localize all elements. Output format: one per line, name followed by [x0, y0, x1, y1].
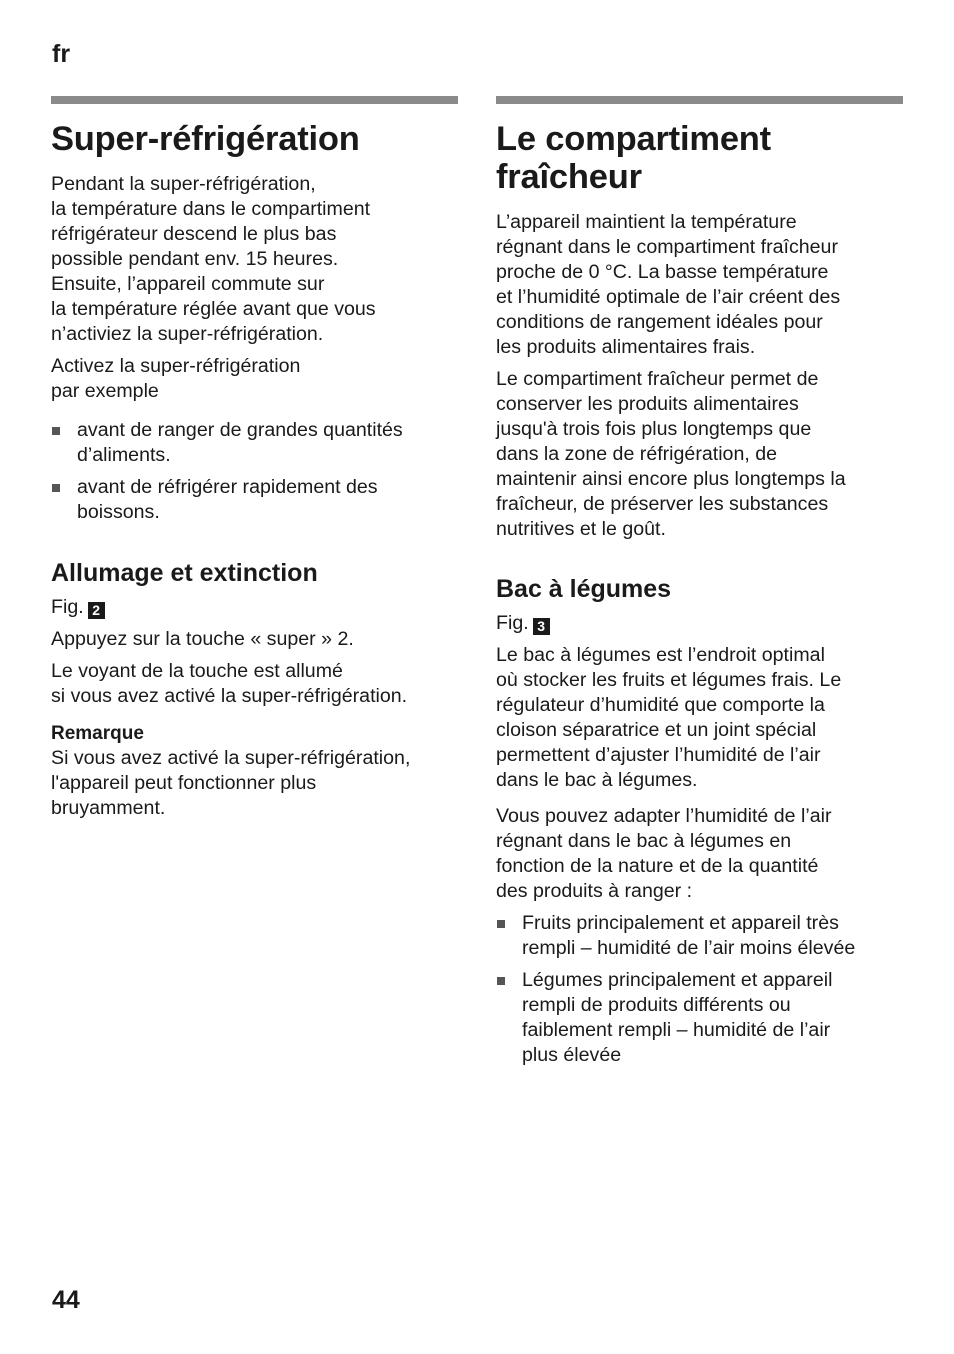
figure-number-badge: 3: [533, 618, 550, 635]
list-item: [51, 418, 458, 468]
figure-reference: [51, 595, 458, 620]
figure-label: Fig.: [496, 612, 529, 634]
subsection-title-bac-a-legumes: Bac à légumes: [496, 575, 672, 603]
paragraph: Pendant la super-réfrigération, la température dans le compartiment réfrigérateur descend le plus bas possible pendant env. 15 heures. Ensuite, l’appareil commute sur la température réglée avant que vous n’activiez la super-réfrigération.: [51, 173, 376, 345]
paragraph: Vous pouvez adapter l’humidité de l’air régnant dans le bac à légumes en fonction de la nature et de la quantité des produits à ranger :: [496, 805, 832, 902]
paragraph: Le voyant de la touche est allumé si vous avez activé la super-réfrigération.: [51, 660, 408, 707]
section-rule: [496, 96, 903, 104]
list-item: [496, 968, 903, 1068]
figure-number-badge: 2: [88, 602, 105, 619]
figure-label: Fig.: [51, 596, 84, 618]
bullet-square-icon: [497, 920, 505, 928]
right-column: [496, 96, 903, 1075]
bullet-square-icon: [52, 427, 60, 435]
list-item-text: avant de ranger de grandes quantités d’aliments.: [77, 419, 403, 466]
paragraph: Appuyez sur la touche « super » 2.: [51, 628, 354, 650]
list-item: [496, 911, 903, 961]
paragraph: Activez la super-réfrigération par exemple: [51, 355, 301, 402]
bullet-list: [496, 911, 903, 1068]
page-number: 44: [52, 1286, 80, 1314]
bullet-square-icon: [52, 484, 60, 492]
note-title: Remarque: [51, 723, 144, 744]
bullet-square-icon: [497, 977, 505, 985]
list-item: [51, 475, 458, 525]
list-item-text: Légumes principalement et appareil rempli de produits différents ou faiblement rempli – humidité de l’air plus élevée: [522, 969, 833, 1066]
note-text: Si vous avez activé la super-réfrigération, l'appareil peut fonctionner plus bruyamment.: [51, 747, 411, 819]
paragraph: L’appareil maintient la température régnant dans le compartiment fraîcheur proche de 0 °C. La basse température et l’humidité optimale de l’air créent des conditions de rangement idéales pour les produits alimentaires frais.: [496, 211, 841, 358]
bullet-list: [51, 418, 458, 525]
subsection-title-allumage: Allumage et extinction: [51, 559, 318, 587]
paragraph: Le compartiment fraîcheur permet de conserver les produits alimentaires jusqu'à trois fois plus longtemps que dans la zone de réfrigération, de maintenir ainsi encore plus longtemps la fraîcheur, de préserver les substances nutritives et le goût.: [496, 368, 846, 540]
left-column: [51, 96, 458, 828]
list-item-text: avant de réfrigérer rapidement des boissons.: [77, 476, 378, 523]
figure-reference: [496, 611, 903, 636]
section-rule: [51, 96, 458, 104]
language-label: fr: [52, 40, 71, 68]
section-title-super-refrigeration: Super-réfrigération: [51, 120, 360, 158]
paragraph: Le bac à légumes est l’endroit optimal où stocker les fruits et légumes frais. Le régulateur d’humidité que comporte la cloison séparatrice et un joint spécial permettent d’ajuster l’humidité de l’air dans le bac à légumes.: [496, 644, 842, 791]
list-item-text: Fruits principalement et appareil très rempli – humidité de l’air moins élevée: [522, 912, 856, 959]
section-title-compartiment-fraicheur: Le compartiment fraîcheur: [496, 120, 771, 196]
